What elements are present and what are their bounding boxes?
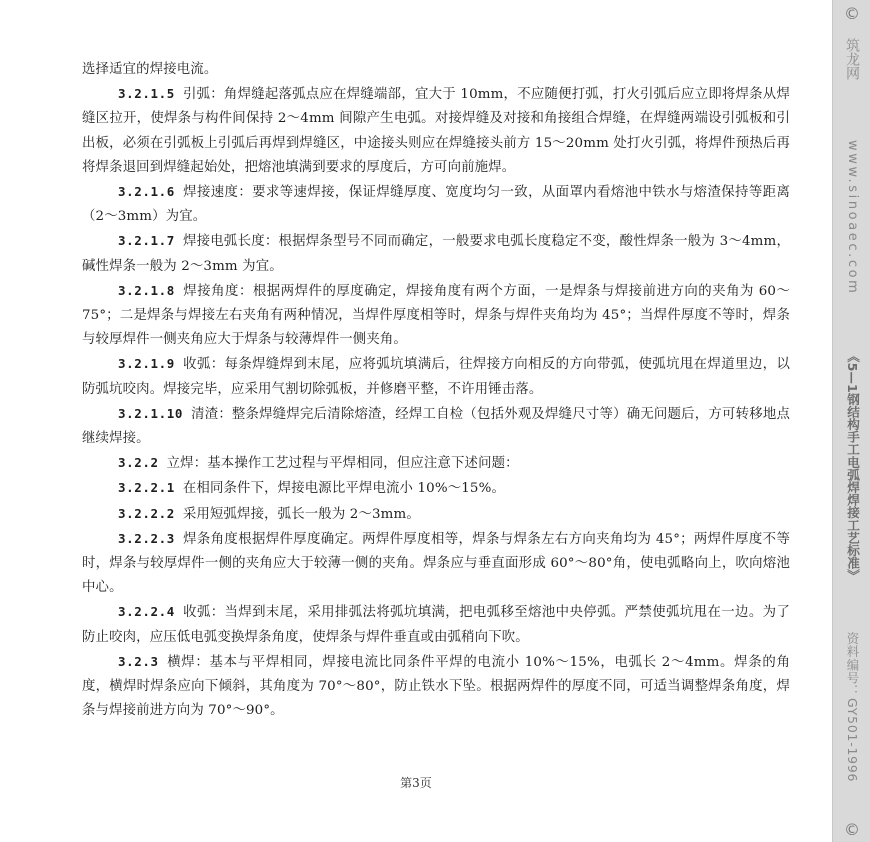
paragraph-text: 引弧：角焊缝起落弧点应在焊缝端部，宜大于 10mm，不应随便打弧，打火引弧后应立即将焊条从焊缝区拉开，使焊条与构件间保持 2～4mm 间隙产生电弧。对接焊缝及对接和角接组合焊缝，在焊缝两端设引弧板和引出板，必须在引弧板上引弧后再焊到焊缝区，中途接头则应在焊缝接头前方 15～20mm 处打火引弧，将焊件预热后再将焊条退回到焊缝起始处，把熔池填满到要求的厚度后，方可向前施焊。 bbox=[82, 87, 790, 175]
site-url: www.sinoaec.com bbox=[845, 140, 860, 296]
paragraph bbox=[82, 402, 790, 451]
paragraph-text: 焊接角度：根据两焊件的厚度确定，焊接角度有两个方面，一是焊条与焊接前进方向的夹角为 60～75°；二是焊条与焊接左右夹角有两种情况，当焊件厚度相等时，焊条与焊件夹角均为 45°；当焊件厚度不等时，焊条与较厚焊件一侧夹角应大于焊条与较薄焊件一侧夹角。 bbox=[82, 283, 790, 348]
paragraph bbox=[82, 527, 790, 601]
paragraph bbox=[82, 476, 790, 501]
paragraph bbox=[82, 279, 790, 353]
clause-number: 3.2.2.4 bbox=[118, 604, 175, 620]
copyright-symbol-bottom: © bbox=[844, 820, 860, 839]
paragraph-text: 焊接速度：要求等速焊接，保证焊缝厚度、宽度均匀一致，从面罩内看熔池中铁水与熔渣保持等距离（2～3mm）为宜。 bbox=[82, 185, 790, 225]
paragraph bbox=[82, 600, 790, 649]
paragraph-text: 收弧：每条焊缝焊到末尾，应将弧坑填满后，往焊接方向相反的方向带弧，使弧坑甩在焊道里边，以防弧坑咬肉。焊接完毕，应采用气割切除弧板，并修磨平整，不许用锤击落。 bbox=[82, 357, 790, 397]
clause-number: 3.2.2.3 bbox=[118, 530, 175, 546]
copyright-symbol-top: © bbox=[844, 4, 860, 23]
clause-number: 3.2.3 bbox=[118, 653, 159, 669]
clause-number: 3.2.1.5 bbox=[118, 86, 175, 102]
clause-number: 3.2.1.9 bbox=[118, 356, 175, 372]
page-number: 第3页 bbox=[400, 776, 432, 790]
paragraph bbox=[82, 82, 790, 180]
document-title: 《5—1钢结构手工电弧焊焊接工艺标准》 bbox=[845, 350, 860, 582]
paragraph bbox=[82, 650, 790, 724]
clause-number: 3.2.1.6 bbox=[118, 184, 175, 200]
paragraph bbox=[82, 352, 790, 401]
paragraph-text: 采用短弧焊接，弧长一般为 2～3mm。 bbox=[182, 506, 420, 522]
paragraph bbox=[82, 451, 790, 476]
clause-number: 3.2.2.2 bbox=[118, 505, 175, 521]
paragraph-text: 清渣：整条焊缝焊完后清除熔渣，经焊工自检（包括外观及焊缝尺寸等）确无问题后，方可转移地点继续焊接。 bbox=[82, 406, 790, 447]
paragraph bbox=[82, 58, 790, 82]
watermark-sidebar bbox=[832, 0, 870, 842]
document-code: 资料编号：GY501-1996 bbox=[845, 632, 860, 783]
paragraph bbox=[82, 180, 790, 229]
paragraph-text: 焊条角度根据焊件厚度确定。两焊件厚度相等，焊条与焊条左右方向夹角均为 45°；两焊件厚度不等时，焊条与较厚焊件一侧的夹角应大于较薄一侧的夹角。焊条应与垂直面形成 60°～80°角，使电弧略向上，吹向熔池中心。 bbox=[82, 531, 790, 596]
paragraph bbox=[82, 502, 790, 527]
paragraph-text: 横焊：基本与平焊相同，焊接电流比同条件平焊的电流小 10%～15%，电弧长 2～4mm。焊条的角度，横焊时焊条应向下倾斜，其角度为 70°～80°，防止铁水下坠。根据两焊件的厚度不同，可适当调整焊条角度，焊条与焊接前进方向为 70°～90°。 bbox=[82, 654, 790, 719]
paragraph bbox=[82, 229, 790, 278]
clause-number: 3.2.1.10 bbox=[118, 405, 184, 421]
clause-number: 3.2.1.8 bbox=[118, 282, 175, 298]
clause-number: 3.2.2.1 bbox=[118, 480, 175, 496]
paragraph-text: 立焊：基本操作工艺过程与平焊相同，但应注意下述问题： bbox=[166, 456, 519, 472]
paragraph-text: 选择适宜的焊接电流。 bbox=[82, 62, 218, 77]
clause-number: 3.2.1.7 bbox=[118, 233, 175, 249]
paragraph-text: 在相同条件下，焊接电源比平焊电流小 10%～15%。 bbox=[182, 481, 505, 497]
site-name: 筑龙网 bbox=[844, 38, 860, 80]
paragraph-text: 焊接电弧长度：根据焊条型号不同而确定，一般要求电弧长度稳定不变，酸性焊条一般为 3～4mm，碱性焊条一般为 2～3mm 为宜。 bbox=[82, 234, 790, 274]
paragraph-text: 收弧：当焊到末尾，采用排弧法将弧坑填满，把电弧移至熔池中央停弧。严禁使弧坑甩在一边。为了防止咬肉，应压低电弧变换焊条角度，使焊条与焊件垂直或由弧稍向下吹。 bbox=[82, 605, 790, 645]
document-body bbox=[82, 58, 790, 723]
clause-number: 3.2.2 bbox=[118, 455, 159, 471]
